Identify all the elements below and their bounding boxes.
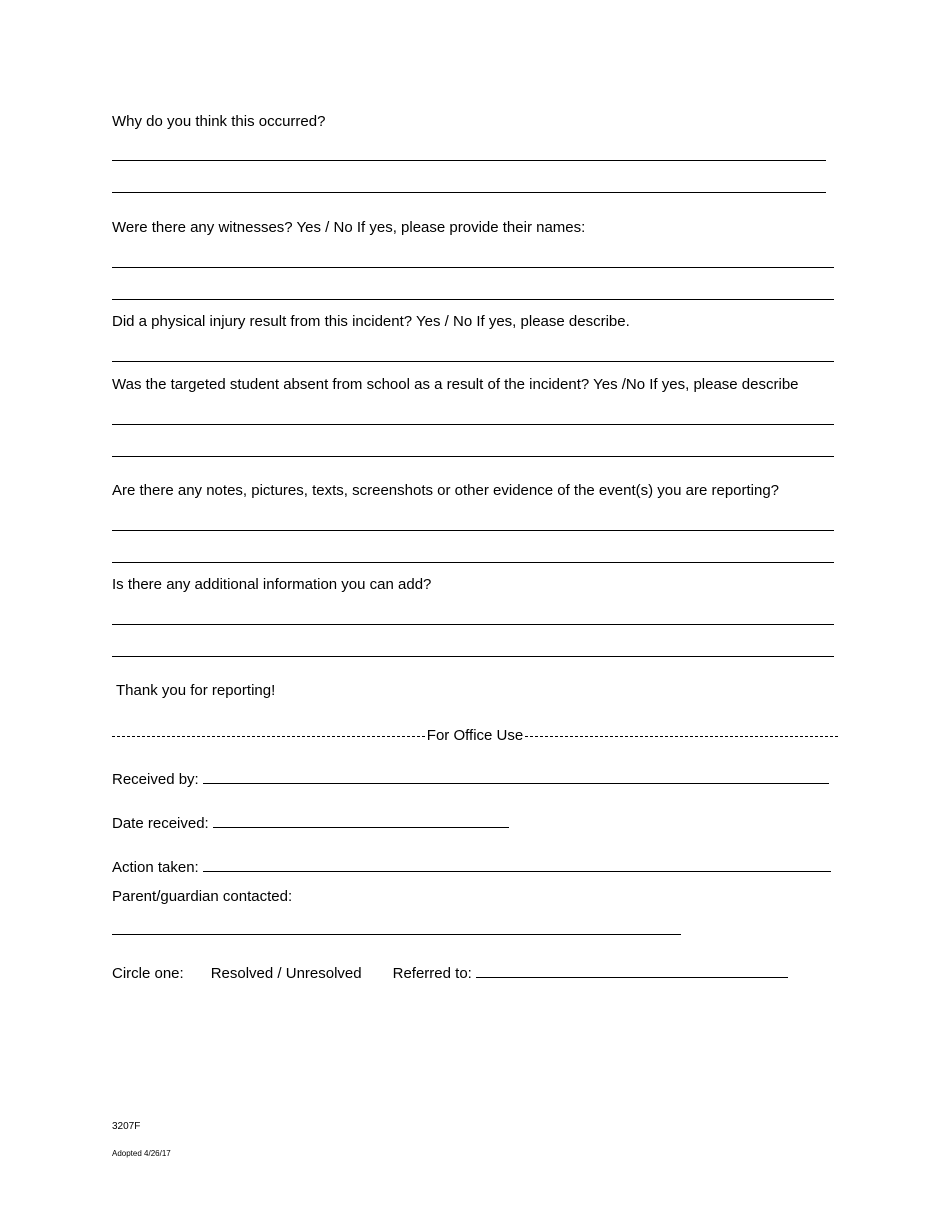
answer-line[interactable]	[112, 299, 834, 300]
answer-line[interactable]	[112, 656, 834, 657]
referred-to-field[interactable]	[476, 963, 788, 978]
question-witnesses: Were there any witnesses? Yes / No If yes, please provide their names:	[112, 219, 586, 236]
thank-you-text: Thank you for reporting!	[116, 682, 276, 699]
received-by-field[interactable]	[203, 769, 829, 784]
answer-line[interactable]	[112, 361, 834, 362]
office-use-divider	[112, 727, 838, 744]
date-received-field[interactable]	[213, 813, 509, 828]
answer-line[interactable]	[112, 562, 834, 563]
question-evidence: Are there any notes, pictures, texts, screenshots or other evidence of the event(s) you are reporting?	[112, 482, 780, 499]
answer-line[interactable]	[112, 267, 834, 268]
divider-dash-left	[112, 736, 425, 737]
question-why-occurred: Why do you think this occurred?	[112, 113, 326, 130]
action-taken-row	[112, 857, 831, 877]
answer-line[interactable]	[112, 456, 834, 457]
received-by-row	[112, 769, 829, 789]
question-physical-injury: Did a physical injury result from this incident? Yes / No If yes, please describe.	[112, 313, 630, 330]
answer-line[interactable]	[112, 424, 834, 425]
parent-contacted-label: Parent/guardian contacted:	[112, 888, 293, 905]
answer-line[interactable]	[112, 530, 834, 531]
referred-to-label: Referred to:	[392, 965, 472, 982]
action-taken-field[interactable]	[203, 857, 831, 872]
question-absent: Was the targeted student absent from school as a result of the incident? Yes /No If yes, please describe	[112, 376, 799, 393]
answer-line[interactable]	[112, 192, 826, 193]
circle-one-label: Circle one:	[112, 965, 184, 982]
answer-line[interactable]	[112, 160, 826, 161]
answer-line[interactable]	[112, 624, 834, 625]
date-received-label: Date received:	[112, 815, 209, 832]
date-received-row	[112, 813, 509, 833]
form-code: 3207F	[112, 1121, 141, 1132]
office-use-label: For Office Use	[426, 727, 524, 744]
circle-one-row	[112, 963, 788, 983]
divider-dash-right	[525, 736, 838, 737]
parent-contacted-field[interactable]	[112, 934, 681, 935]
action-taken-label: Action taken:	[112, 859, 199, 876]
resolved-options[interactable]: Resolved / Unresolved	[210, 965, 362, 982]
adopted-date: Adopted 4/26/17	[112, 1149, 171, 1158]
question-additional-info: Is there any additional information you can add?	[112, 576, 432, 593]
received-by-label: Received by:	[112, 771, 199, 788]
